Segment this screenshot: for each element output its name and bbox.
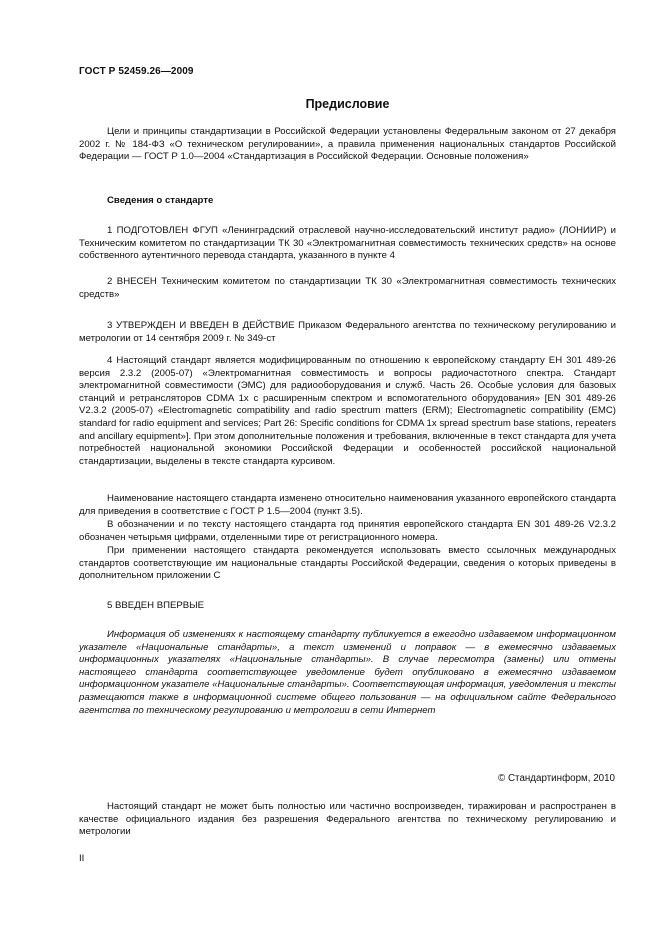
- item-4-references-paragraph: При применении настоящего стандарта рекомендуется использовать вместо ссылочных международных стандартов соответствующие им национальные стандарты Российской Федерации, сведения о которых приведены в дополнительном приложении С: [79, 545, 616, 582]
- document-header: ГОСТ Р 52459.26—2009: [79, 66, 194, 77]
- item-4-name-change-paragraph: Наименование настоящего стандарта изменено относительно наименования указанного европейского стандарта для приведения в соответствие с ГОСТ Р 1.5—2004 (пункт 3.5).: [79, 493, 616, 517]
- item-2-paragraph: 2 ВНЕСЕН Техническим комитетом по стандартизации ТК 30 «Электромагнитная совместимость технических средств»: [79, 276, 616, 300]
- page-title: Предисловие: [305, 97, 390, 111]
- item-3-paragraph: 3 УТВЕРЖДЕН И ВВЕДЕН В ДЕЙСТВИЕ Приказом Федерального агентства по техническому регулированию и метрологии от 14 сентября 2009 г. № 349-ст: [79, 320, 616, 344]
- changes-notice-paragraph: Информация об изменениях к настоящему стандарту публикуется в ежегодно издаваемом информационном указателе «Национальные стандарты», а текст изменений и поправок — в ежемесячно издаваемых информационных указателях «Национальные стандарты». В случае пересмотра (замены) или отмены настоящего стандарта соответствующее уведомление будет опубликовано в ежемесячно издаваемом информационном указателе «Национальные стандарты». Соответствующая информация, уведомления и тексты размещаются также в информационной системе общего пользования — на официальном сайте Федерального агентства по техническому регулированию и метрологии в сети Интернет: [79, 629, 616, 716]
- intro-paragraph: Цели и принципы стандартизации в Российской Федерации установлены Федеральным законом от 27 декабря 2002 г. № 184-ФЗ «О техническом регулировании», а правила применения национальных стандартов Российской Федерации — ГОСТ Р 1.0—2004 «Стандартизация в Российской Федерации. Основные положения»: [79, 126, 616, 163]
- section-heading: Сведения о стандарте: [107, 195, 214, 206]
- item-4-designation-paragraph: В обозначении и по тексту настоящего стандарта год принятия европейского стандарта EN 301 489-26 V2.3.2 обозначен четырьмя цифрами, отделенными тире от регистрационного номера.: [79, 519, 616, 543]
- page-number: II: [79, 853, 85, 864]
- reproduction-notice: Настоящий стандарт не может быть полностью или частично воспроизведен, тиражирован и распространен в качестве официального издания без разрешения Федерального агентства по техническому регулированию и метрологии: [79, 801, 616, 838]
- item-1-paragraph: 1 ПОДГОТОВЛЕН ФГУП «Ленинградский отраслевой научно-исследовательский институт радио» (ЛОНИИР) и Техническим комитетом по стандартизации ТК 30 «Электромагнитная совместимость технических средств» на основе собственного аутентичного перевода стандарта, указанного в пункте 4: [79, 225, 616, 262]
- item-4-paragraph: 4 Настоящий стандарт является модифицированным по отношению к европейскому стандарту ЕН 301 489-26 версия 2.3.2 (2005-07) «Электромагнитная совместимость и вопросы радиочастотного спектра. Стандарт электромагнитной совместимости (ЭМС) для радиооборудования и служб. Часть 26. Особые условия для базовых станций и ретрансляторов CDMA 1x с расширенным спектром и вспомогательного оборудования» [EN 301 489-26 V2.3.2 (2005-07) «Electromagnetic compatibility and radio spectrum matters (ERM); Electromagnetic compatibility (EMC) standard for radio equipment and services; Part 26: Specific conditions for CDMA 1x spread spectrum base stations, repeaters and ancillary equipment»]. При этом дополнительные положения и требования, включенные в текст стандарта для учета потребностей национальной экономики Российской Федерации и особенностей российской национальной стандартизации, выделены в тексте стандарта курсивом.: [79, 355, 616, 467]
- item-5-paragraph: 5 ВВЕДЕН ВПЕРВЫЕ: [107, 600, 205, 611]
- copyright-line: © Стандартинформ, 2010: [498, 773, 615, 784]
